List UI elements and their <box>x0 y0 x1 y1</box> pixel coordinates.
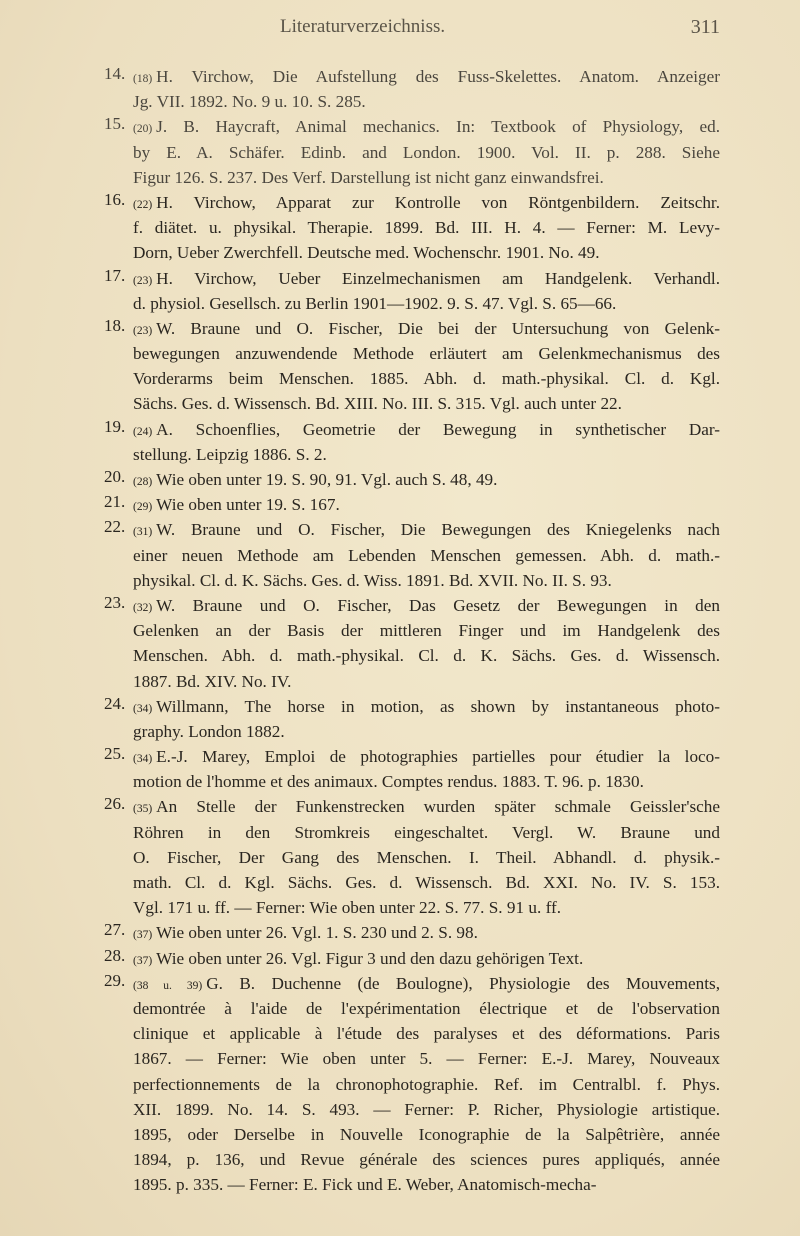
entry-text: Jg. VII. 1892. No. 9 u. 10. S. 285. <box>133 92 366 112</box>
entry-text: H. Virchow, Apparat zur Kontrolle von Röntgenbildern. Zeitschr. <box>156 192 720 212</box>
entry-line <box>133 417 720 442</box>
bibliography-entry <box>104 920 720 945</box>
footnote-reference: (29) <box>133 501 153 514</box>
entry-line <box>133 140 720 165</box>
entry-text: Wie oben unter 19. S. 90, 91. Vgl. auch S. 48, 49. <box>156 470 498 489</box>
entry-number: 17. <box>104 265 126 285</box>
bibliography-entry <box>104 517 720 593</box>
entry-text: Dorn, Ueber Zwerchfell. Deutsche med. Wochenschr. 1901. No. 49. <box>133 243 600 263</box>
bibliography-entry <box>104 492 720 517</box>
entry-number: 18. <box>104 315 126 335</box>
entry-line <box>133 291 720 316</box>
entry-text: bewegungen anzuwendende Methode erläutert am Gelenkmechanismus des <box>133 344 720 364</box>
entry-number: 22. <box>104 517 126 537</box>
entry-line <box>133 543 720 568</box>
entry-text: 1895, oder Derselbe in Nouvelle Iconographie de la Salpêtrière, année <box>133 1124 720 1144</box>
footnote-reference: (31) <box>133 526 153 539</box>
entry-line <box>133 744 720 769</box>
entry-text: einer neuen Methode am Lebenden Menschen gemessen. Abh. d. math.- <box>133 545 720 565</box>
entry-line <box>133 517 720 542</box>
entry-line <box>133 341 720 366</box>
entry-line <box>133 64 720 89</box>
entry-text: demontrée à l'aide de l'expérimentation électrique et de l'observation <box>133 998 720 1018</box>
footnote-reference: (22) <box>133 198 153 211</box>
entry-number: 14. <box>104 64 126 83</box>
entry-text: Gelenken an der Basis der mittleren Finger und im Handgelenk des <box>133 621 720 641</box>
entry-line <box>133 114 720 139</box>
entry-line <box>133 694 720 719</box>
entry-line <box>133 568 720 593</box>
entry-number: 28. <box>104 945 126 965</box>
entry-line <box>133 240 720 265</box>
entry-number: 19. <box>104 416 126 436</box>
entry-text: Wie oben unter 19. S. 167. <box>156 495 340 515</box>
footnote-reference: (37) <box>133 954 153 967</box>
entry-line <box>133 769 720 794</box>
page-number: 311 <box>690 16 720 38</box>
footnote-reference: (34) <box>133 702 153 715</box>
entry-number: 25. <box>104 744 126 764</box>
entry-line <box>133 467 720 492</box>
entry-line <box>133 266 720 291</box>
entry-line <box>133 593 720 618</box>
footnote-reference: (34) <box>133 753 153 766</box>
entry-text: Willmann, The horse in motion, as shown by instantaneous photo- <box>156 696 720 716</box>
bibliography-entry <box>104 190 720 266</box>
entry-text: Sächs. Ges. d. Wissensch. Bd. XIII. No. III. S. 315. Vgl. auch unter 22. <box>133 394 622 414</box>
entry-text: Figur 126. S. 237. Des Verf. Darstellung ist nicht ganz einwandsfrei. <box>133 167 604 187</box>
entry-text: d. physiol. Gesellsch. zu Berlin 1901—1902. 9. S. 47. Vgl. S. 65—66. <box>133 293 617 313</box>
entry-number: 26. <box>104 794 126 814</box>
entry-line <box>133 643 720 668</box>
entry-text: E.-J. Marey, Emploi de photographies partielles pour étudier la loco- <box>156 747 720 767</box>
entry-text: graphy. London 1882. <box>133 721 285 741</box>
bibliography-list <box>104 64 720 1197</box>
entry-line <box>133 895 720 920</box>
entry-number: 23. <box>104 592 126 612</box>
entry-text: Menschen. Abh. d. math.-physikal. Cl. d. K. Sächs. Ges. d. Wissensch. <box>133 646 720 666</box>
bibliography-entry <box>104 971 720 1198</box>
footnote-reference: (20) <box>133 123 153 136</box>
bibliography-entry <box>104 316 720 417</box>
footnote-reference: (23) <box>133 324 153 337</box>
entry-line <box>133 971 720 996</box>
entry-number: 20. <box>104 467 126 486</box>
entry-text: Vorderarms beim Menschen. 1885. Abh. d. math.-physikal. Cl. d. Kgl. <box>133 369 720 389</box>
entry-text: 1887. Bd. XIV. No. IV. <box>133 671 292 691</box>
entry-text: Vgl. 171 u. ff. — Ferner: Wie oben unter 22. S. 77. S. 91 u. ff. <box>133 898 561 918</box>
entry-text: W. Braune und O. Fischer, Das Gesetz der Bewegungen in den <box>156 595 720 615</box>
footnote-reference: (24) <box>133 425 153 438</box>
bibliography-entry <box>104 593 720 694</box>
entry-line <box>133 442 720 467</box>
entry-text: Wie oben unter 26. Vgl. Figur 3 und den dazu gehörigen Text. <box>156 948 584 968</box>
entry-line <box>133 366 720 391</box>
entry-text: f. diätet. u. physikal. Therapie. 1899. Bd. III. H. 4. — Ferner: M. Levy- <box>133 218 720 238</box>
entry-line <box>133 870 720 895</box>
entry-text: J. B. Haycraft, Animal mechanics. In: Textbook of Physiology, ed. <box>156 117 720 137</box>
footnote-reference: (28) <box>133 476 153 488</box>
entry-line <box>133 618 720 643</box>
footnote-reference: (23) <box>133 274 153 287</box>
entry-text: H. Virchow, Die Aufstellung des Fuss-Skelettes. Anatom. Anzeiger <box>156 67 720 86</box>
entry-text: Röhren in den Stromkreis eingeschaltet. Vergl. W. Braune und <box>133 822 720 842</box>
entry-number: 15. <box>104 114 126 134</box>
footnote-reference: (32) <box>133 601 153 614</box>
entry-text: 1895. p. 335. — Ferner: E. Fick und E. Weber, Anatomisch-mecha- <box>133 1175 597 1195</box>
entry-line <box>133 669 720 694</box>
entry-line <box>133 89 720 114</box>
footnote-reference: (37) <box>133 929 153 942</box>
footnote-reference: (38 u. 39) <box>133 979 203 992</box>
entry-number: 29. <box>104 970 126 990</box>
entry-line <box>133 1147 720 1172</box>
bibliography-entry <box>104 694 720 744</box>
bibliography-entry <box>104 417 720 467</box>
entry-number: 16. <box>104 189 126 209</box>
bibliography-entry <box>104 794 720 920</box>
entry-text: A. Schoenflies, Geometrie der Bewegung in synthetischer Dar- <box>156 419 720 439</box>
running-header <box>270 16 720 40</box>
entry-line <box>133 794 720 819</box>
entry-text: Wie oben unter 26. Vgl. 1. S. 230 und 2. S. 98. <box>156 923 478 943</box>
entry-line <box>133 165 720 190</box>
entry-text: by E. A. Schäfer. Edinb. and London. 1900. Vol. II. p. 288. Siehe <box>133 142 720 162</box>
entry-line <box>133 316 720 341</box>
entry-text: An Stelle der Funkenstrecken wurden später schmale Geissler'sche <box>156 797 720 817</box>
entry-number: 24. <box>104 693 126 713</box>
bibliography-entry <box>104 64 720 114</box>
entry-line <box>133 920 720 945</box>
entry-line <box>133 1046 720 1071</box>
bibliography-entry <box>104 946 720 971</box>
entry-text: physikal. Cl. d. K. Sächs. Ges. d. Wiss. 1891. Bd. XVII. No. II. S. 93. <box>133 570 612 590</box>
entry-number: 27. <box>104 920 126 940</box>
footnote-reference: (35) <box>133 803 153 816</box>
entry-text: stellung. Leipzig 1886. S. 2. <box>133 444 327 464</box>
entry-line <box>133 215 720 240</box>
bibliography-entry <box>104 114 720 190</box>
entry-number: 21. <box>104 492 126 512</box>
bibliography-entry <box>104 744 720 794</box>
bibliography-entry <box>104 467 720 492</box>
entry-line <box>133 845 720 870</box>
entry-line <box>133 492 720 517</box>
entry-text: XII. 1899. No. 14. S. 493. — Ferner: P. Richer, Physiologie artistique. <box>133 1099 720 1119</box>
entry-line <box>133 996 720 1021</box>
entry-text: W. Braune und O. Fischer, Die Bewegungen des Kniegelenks nach <box>156 520 720 540</box>
entry-line <box>133 391 720 416</box>
entry-text: G. B. Duchenne (de Boulogne), Physiologie des Mouvements, <box>206 973 720 993</box>
header-title: Literaturverzeichniss. <box>280 16 446 37</box>
entry-line <box>133 1097 720 1122</box>
entry-line <box>133 190 720 215</box>
entry-text: 1867. — Ferner: Wie oben unter 5. — Ferner: E.-J. Marey, Nouveaux <box>133 1049 720 1069</box>
entry-text: math. Cl. d. Kgl. Sächs. Ges. d. Wissensch. Bd. XXI. No. IV. S. 153. <box>133 873 720 892</box>
entry-line <box>133 719 720 744</box>
entry-text: clinique et applicable à l'étude des paralyses et des déformations. Paris <box>133 1024 720 1044</box>
entry-text: O. Fischer, Der Gang des Menschen. I. Theil. Abhandl. d. physik.- <box>133 847 720 867</box>
bibliography-entry <box>104 266 720 316</box>
entry-text: motion de l'homme et des animaux. Comptes rendus. 1883. T. 96. p. 1830. <box>133 772 644 792</box>
entry-line <box>133 820 720 845</box>
entry-line <box>133 946 720 971</box>
entry-text: 1894, p. 136, und Revue générale des sciences pures appliqués, année <box>133 1150 720 1170</box>
entry-line <box>133 1172 720 1197</box>
entry-line <box>133 1072 720 1097</box>
entry-text: H. Virchow, Ueber Einzelmechanismen am Handgelenk. Verhandl. <box>156 268 720 288</box>
entry-line <box>133 1122 720 1147</box>
entry-text: perfectionnements de la chronophotographie. Ref. im Centralbl. f. Phys. <box>133 1074 720 1094</box>
footnote-reference: (18) <box>133 73 153 85</box>
entry-line <box>133 1021 720 1046</box>
entry-text: W. Braune und O. Fischer, Die bei der Untersuchung von Gelenk- <box>156 318 720 338</box>
